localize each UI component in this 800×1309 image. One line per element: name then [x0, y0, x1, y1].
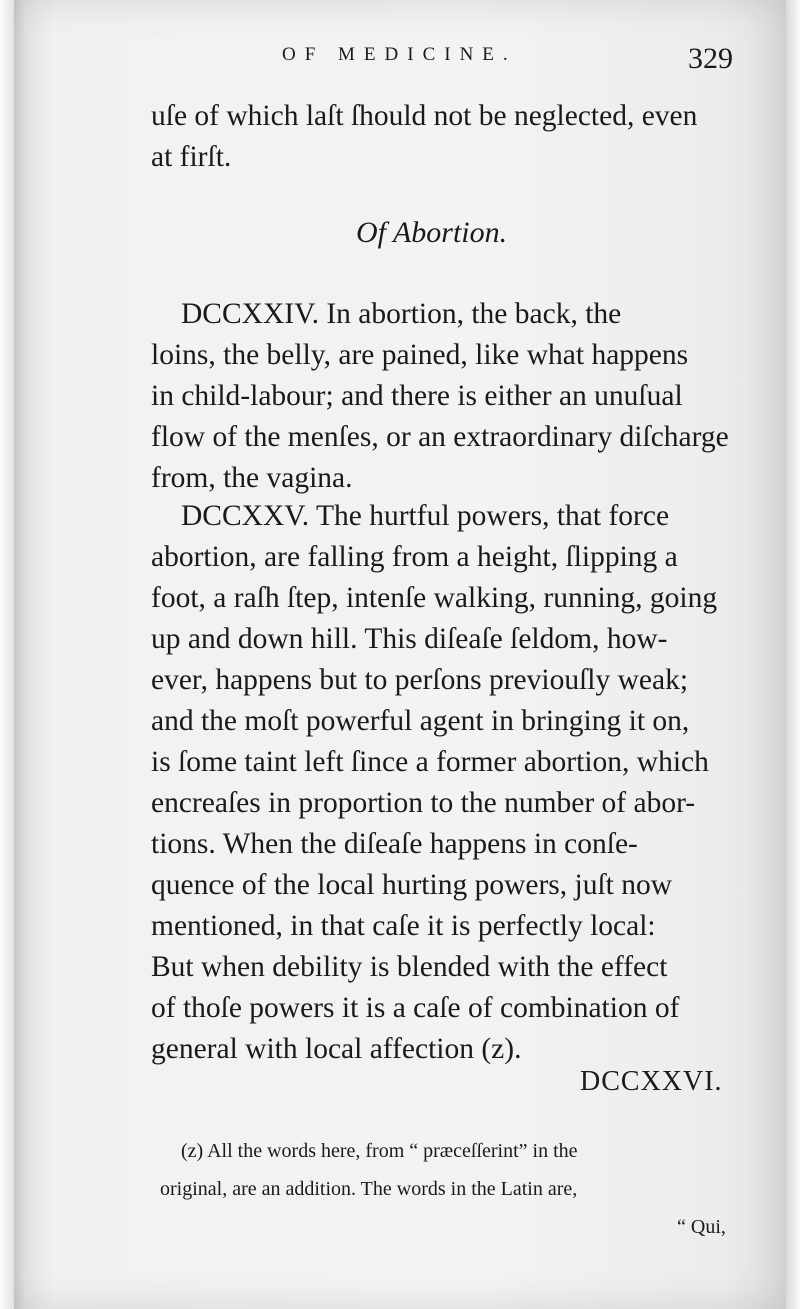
text-line: uſe of which laſt ſhould not be neglected, even	[151, 100, 698, 132]
page-edge-right	[786, 0, 800, 1309]
paragraph-line: of thoſe powers it is a caſe of combination of	[151, 992, 680, 1024]
page-edge-left	[0, 0, 14, 1309]
catchword: DCCXXVI.	[580, 1066, 723, 1097]
paragraph-line: flow of the menſes, or an extraordinary diſcharge	[151, 421, 729, 453]
paragraph-line: tions. When the diſeaſe happens in conſe-	[151, 828, 638, 860]
footnote-line: “ Qui,	[677, 1216, 726, 1238]
running-head: OF MEDICINE.	[282, 44, 517, 65]
footnote-line: (z) All the words here, from “ præceſſerint” in the	[181, 1140, 578, 1162]
paragraph-line: But when debility is blended with the effect	[151, 951, 668, 983]
paragraph-line: up and down hill. This diſeaſe ſeldom, how-	[151, 623, 668, 655]
paragraph-line: in child-labour; and there is either an unuſual	[151, 380, 683, 412]
footnote-line: original, are an addition. The words in the Latin are,	[160, 1178, 578, 1200]
paragraph-line: abortion, are falling from a height, ſlipping a	[151, 541, 678, 573]
paragraph-line: general with local affection (z).	[151, 1033, 522, 1065]
paragraph-line: ever, happens but to perſons previouſly weak;	[151, 664, 689, 696]
text-line: at firſt.	[151, 141, 232, 173]
paragraph-line: and the moſt powerful agent in bringing it on,	[151, 705, 690, 737]
page-number: 329	[688, 42, 733, 75]
paragraph-line: encreaſes in proportion to the number of abor-	[151, 787, 696, 819]
paragraph-line: quence of the local hurting powers, juſt now	[151, 869, 673, 901]
paragraph-line: DCCXXIV. In abortion, the back, the	[181, 298, 622, 330]
paragraph-line: is ſome taint left ſince a former abortion, which	[151, 746, 709, 778]
paragraph-line: mentioned, in that caſe it is perfectly local:	[151, 910, 656, 942]
paragraph-line: DCCXXV. The hurtful powers, that force	[181, 500, 670, 532]
paragraph-line: from, the vagina.	[151, 462, 353, 494]
paragraph-line: foot, a raſh ſtep, intenſe walking, running, going	[151, 582, 718, 614]
paragraph-line: loins, the belly, are pained, like what happens	[151, 339, 689, 371]
section-heading: Of Abortion.	[356, 216, 508, 249]
